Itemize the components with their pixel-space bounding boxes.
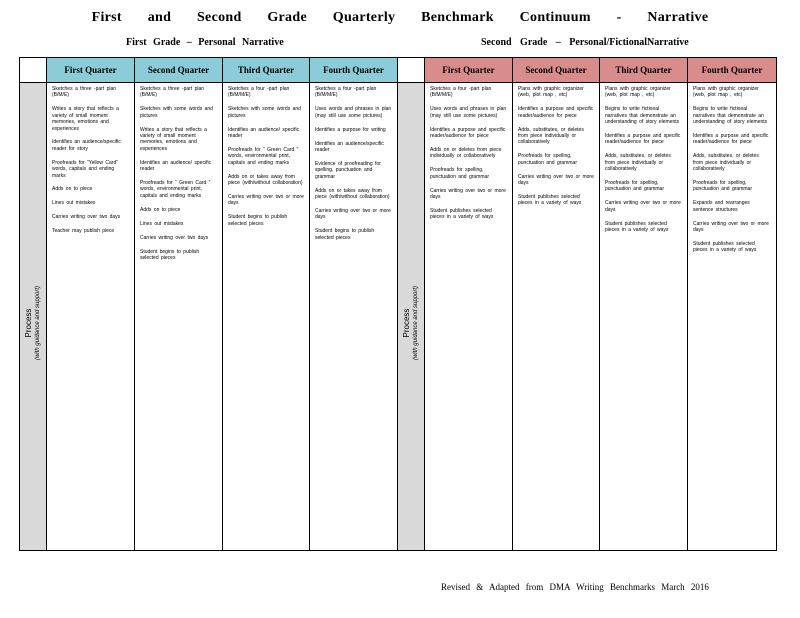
list-item: Lines out mistakes (140, 220, 184, 227)
second-grade-q3-header: Third Quarter (600, 58, 687, 83)
list-item: Sketches a three -part plan (B/M/E) (140, 86, 205, 99)
list-item: Student publishes selected pieces in a variety of ways (430, 207, 494, 221)
list-item: Expands and rearranges sentence structures (693, 200, 750, 213)
first-grade-q3-cell (223, 83, 309, 550)
first-grade-label-column (20, 58, 47, 550)
list-item: Identifies a purpose and specific reader/audience for piece (518, 106, 594, 119)
list-item: Carries writing over two or more days (518, 173, 594, 187)
list-item: Lines out mistakes (52, 200, 96, 207)
first-grade-q4-header: Fourth Quarter (310, 58, 397, 83)
list-item: Begins to write fictional narratives that demonstrate an understanding of story elements (693, 106, 768, 126)
list-item: Adds on to piece (52, 186, 93, 193)
list-item: Adds on or takes away from piece (with/without collaboration) (228, 173, 303, 187)
list-item: Proofreads for spelling, punctuation and grammar (693, 180, 752, 193)
list-item: Uses words and phrases in plan (may still use some pictures) (315, 106, 392, 119)
list-item: Identifies a purpose and specific reader/audience for piece (605, 133, 681, 146)
first-grade-q4-cell (310, 83, 397, 550)
list-item: Adds, substitutes, or deletes from piece individually or collaboratively (693, 153, 759, 173)
list-item: Identifies an audience/specific reader (315, 140, 384, 153)
first-grade-q1-column (47, 58, 135, 550)
second-grade-q1-cell (425, 83, 512, 550)
second-grade-q3-column (600, 58, 688, 550)
list-item: Adds on to piece (140, 206, 181, 213)
blank-header-cell (20, 58, 46, 83)
process-label: Process (with guidance and support) (24, 285, 41, 361)
second-grade-q2-column (513, 58, 600, 550)
list-item: Sketches a four -part plan (B/M/M/E) (315, 86, 377, 99)
list-item: Identifies an audience/ specific reader (228, 126, 300, 140)
second-grade-q1-column (425, 58, 513, 550)
list-item: Adds, substitutes, or deletes from piece individually or collaboratively (518, 126, 584, 146)
list-item: Adds on or takes away from piece (with/without collaboration) (315, 187, 390, 200)
list-item: Plans with graphic organizer (web, plot map , etc) (518, 86, 584, 99)
list-item: Sketches a four -part plan (B/M/M/E) (228, 86, 290, 99)
list-item: Proofreads for spelling, punctuation and grammar (518, 153, 577, 166)
list-item: Carries writing over two or more days (693, 220, 769, 234)
list-item: Carries writing over two or more days (315, 207, 391, 221)
list-item: Proofreads for “ Green Card ” words, environmental print, capitals and ending marks (228, 146, 299, 166)
second-grade-subtitle: Second Grade – Personal/FictionalNarrative (481, 37, 689, 48)
list-item: Adds on or deletes from piece individually or collaboratively (430, 146, 502, 160)
first-grade-q1-header: First Quarter (47, 58, 134, 83)
first-grade-q3-column (223, 58, 310, 550)
list-item: Uses words and phrases in plan (may still use some pictures) (430, 106, 507, 119)
list-item: Student publishes selected pieces in a variety of ways (518, 193, 582, 207)
list-item: Writes a story that reflects a variety of small moment memories, emotions and experiences (52, 106, 119, 132)
first-grade-q2-header: Second Quarter (135, 58, 222, 83)
list-item: Identifies an audience/specific reader for story (52, 139, 121, 152)
list-item: Sketches a four -part plan (B/M/M/E) (430, 86, 492, 99)
list-item: Carries writing over two or more days (228, 193, 304, 207)
list-item: Proofreads for spelling, punctuation and grammar (430, 167, 489, 180)
list-item: Student begins to publish selected pieces (140, 248, 200, 261)
list-item: Carries writing over two or more days (430, 187, 506, 200)
first-grade-q3-header: Third Quarter (223, 58, 309, 83)
list-item: Proofreads for spelling, punctuation and grammar (605, 180, 664, 193)
list-item: Identifies an audience/ specific reader (140, 159, 212, 173)
list-item: Identifies a purpose and specific reader/audience for piece (430, 126, 506, 140)
list-item: Proofreads for “Yellow Card” words, capitals and ending marks (52, 159, 118, 179)
list-item: Plans with graphic organizer (web, plot map , etc) (693, 86, 759, 99)
list-item: Student begins to publish selected pieces (315, 228, 375, 241)
second-grade-q1-header: First Quarter (425, 58, 512, 83)
second-grade-q2-cell (513, 83, 599, 550)
list-item: Begins to write fictional narratives that demonstrate an understanding of story elements (605, 106, 680, 126)
blank-header-cell (398, 58, 424, 83)
second-grade-q3-cell (600, 83, 687, 550)
list-item: Student begins to publish selected pieces (228, 214, 288, 227)
list-item: Proofreads for “ Green Card ” words, environmental print, capitals and ending marks (140, 180, 211, 199)
second-grade-label-column (398, 58, 425, 550)
list-item: Carries writing over two days (140, 234, 209, 241)
list-item: Identifies a purpose and specific reader/audience for piece (693, 133, 769, 146)
list-item: Adds, substitutes, or deletes from piece individually or collaboratively (605, 153, 671, 173)
list-item: Student publishes selected pieces in a variety of ways (605, 220, 669, 234)
list-item: Carries writing over two days (52, 214, 121, 221)
first-grade-q2-cell (135, 83, 222, 550)
process-label: Process (with guidance and support) (402, 285, 419, 361)
process-label-cell (398, 83, 424, 550)
first-grade-q1-cell (47, 83, 134, 550)
first-grade-q4-column (310, 58, 398, 550)
list-item: Plans with graphic organizer (web, plot map , etc) (605, 86, 671, 99)
revision-footer: Revised & Adapted from DMA Writing Benchmarks March 2016 (441, 582, 709, 592)
first-grade-q2-column (135, 58, 223, 550)
list-item: Writes a story that reflects a variety of small moment memories, emotions and experiences (140, 126, 207, 152)
list-item: Teacher may publish piece (52, 228, 115, 235)
list-item: Carries writing over two or more days (605, 200, 681, 213)
list-item: Sketches with some words and pictures (228, 106, 301, 119)
list-item: Sketches a three -part plan (B/M/E) (52, 86, 117, 99)
process-label-cell (20, 83, 46, 550)
second-grade-q4-column (688, 58, 776, 550)
list-item: Student publishes selected pieces in a variety of ways (693, 241, 757, 254)
second-grade-q2-header: Second Quarter (513, 58, 599, 83)
list-item: Identifies a purpose for writing (315, 126, 386, 133)
benchmark-table (19, 57, 777, 551)
first-grade-subtitle: First Grade – Personal Narrative (126, 37, 284, 48)
list-item: Evidence of proofreading for spelling, punctuation and grammar (315, 160, 381, 180)
second-grade-q4-header: Fourth Quarter (688, 58, 776, 83)
page-title: First and Second Grade Quarterly Benchmark Continuum - Narrative (91, 10, 709, 25)
list-item: Sketches with some words and pictures (140, 106, 213, 119)
second-grade-q4-cell (688, 83, 776, 550)
